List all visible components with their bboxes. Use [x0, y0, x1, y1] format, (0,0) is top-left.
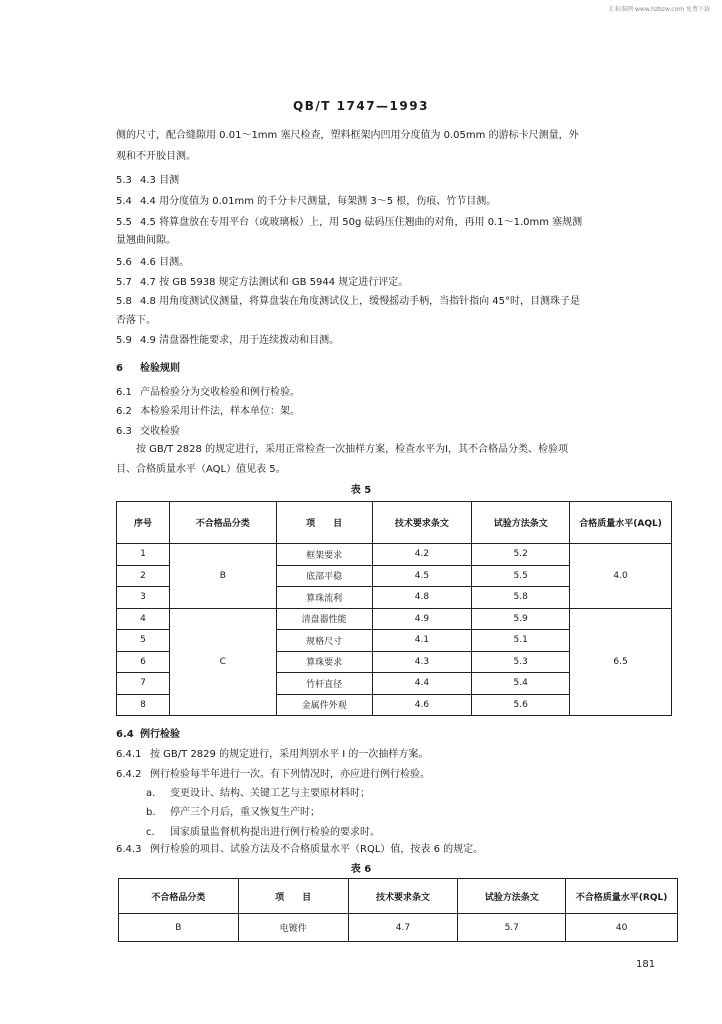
- page-number: 181: [636, 959, 656, 970]
- clause-6-4-1: [116, 748, 428, 762]
- table-cell: 40: [566, 914, 678, 942]
- clause-number: 5.6: [116, 257, 132, 268]
- table-cell-class: B: [169, 544, 276, 609]
- table-cell: 5.9: [472, 608, 570, 630]
- clause-5-9: [116, 334, 339, 348]
- table-cell: 5.4: [472, 673, 570, 695]
- clause-number: 5.8: [116, 296, 132, 307]
- table-5: [116, 501, 672, 716]
- table-cell: 4.2: [372, 544, 472, 566]
- list-item-a: [146, 787, 370, 801]
- table-cell-class: C: [169, 608, 276, 716]
- table-row: [117, 544, 672, 566]
- clause-number: 6.4.2: [116, 769, 142, 780]
- clause-text: 例行检验每半年进行一次。有下列情况时，亦应进行例行检验。: [150, 769, 430, 780]
- clause-text: 4.7 按 GB 5938 规定方法测试和 GB 5944 规定进行评定。: [140, 277, 409, 288]
- table-cell: 5.5: [472, 565, 570, 587]
- list-marker: a.: [146, 788, 156, 799]
- paragraph: 侧的尺寸，配合缝隙用 0.01～1mm 塞尺检查，塑料框架内凹用分度值为 0.05mm 的游标卡尺测量，外: [116, 130, 579, 141]
- table-cell: 算珠流利: [276, 587, 372, 609]
- table-cell-aql: 6.5: [570, 608, 672, 716]
- table-header-cell: 项 目: [276, 502, 372, 544]
- clause-number: 5.7: [116, 277, 132, 288]
- clause-5-6: [116, 256, 189, 270]
- table-cell: 4.3: [372, 651, 472, 673]
- table-cell: 金属件外观: [276, 694, 372, 716]
- table-header-cell: 技术要求条文: [372, 502, 472, 544]
- clause-text: 4.9 清盘器性能要求，用于连续拨动和目测。: [140, 335, 340, 346]
- table-header-cell: 试验方法条文: [472, 502, 570, 544]
- table-header-cell: 序号: [117, 502, 170, 544]
- clause-number: 5.5: [116, 217, 132, 228]
- clause-text: 4.3 目测: [140, 175, 180, 186]
- clause-5-7: [116, 276, 408, 290]
- list-text: 国家质量监督机构提出进行例行检验的要求时。: [170, 827, 380, 838]
- table-5-caption: 表 5: [350, 485, 372, 496]
- table-cell: 5.1: [472, 630, 570, 652]
- table-cell: 5: [117, 630, 170, 652]
- table-cell: 4.1: [372, 630, 472, 652]
- clause-number: 5.4: [116, 196, 132, 207]
- table-cell: 5.3: [472, 651, 570, 673]
- table-cell: 8: [117, 694, 170, 716]
- clause-text: 例行检验: [140, 729, 180, 740]
- clause-text: 4.6 目测。: [140, 257, 190, 268]
- table-cell: 6: [117, 651, 170, 673]
- table-header-cell: 试验方法条文: [458, 879, 566, 914]
- clause-number: 6.4.3: [116, 844, 142, 855]
- table-cell: 1: [117, 544, 170, 566]
- table-cell: 5.8: [472, 587, 570, 609]
- table-6-caption: 表 6: [350, 864, 372, 875]
- table-header-cell: 不合格品分类: [119, 879, 239, 914]
- clause-5-5: [116, 216, 582, 230]
- clause-number: 6.2: [116, 406, 132, 417]
- clause-6-3: [116, 425, 180, 439]
- table-cell: 4.7: [348, 914, 458, 942]
- table-header-cell: 合格质量水平(AQL): [570, 502, 672, 544]
- clause-number: 6.4.1: [116, 749, 142, 760]
- list-item-b: [146, 806, 320, 820]
- table-cell: B: [119, 914, 239, 942]
- list-marker: b.: [146, 807, 156, 818]
- clause-5-8: [116, 295, 580, 309]
- clause-6-1: [116, 386, 300, 400]
- list-marker: c.: [146, 827, 155, 838]
- watermark: 汇标准网 www.hzbzw.com 免费下载: [609, 6, 710, 13]
- table-cell: 5.2: [472, 544, 570, 566]
- table-cell: 2: [117, 565, 170, 587]
- table-cell: 7: [117, 673, 170, 695]
- table-header-cell: 项 目: [238, 879, 348, 914]
- paragraph: 按 GB/T 2828 的规定进行，采用正常检查一次抽样方案，检查水平为Ⅰ，其不合格品分类、检验项: [136, 444, 569, 455]
- clause-text: 4.5 将算盘放在专用平台（或玻璃板）上，用 50g 砝码压住翘曲的对角，再用 0.1～1.0mm 塞规测: [140, 217, 583, 228]
- table-6: [118, 878, 678, 942]
- paragraph: 否落下。: [116, 315, 156, 326]
- table-row: [119, 914, 678, 942]
- table-cell: 5.7: [458, 914, 566, 942]
- table-cell: 规格尺寸: [276, 630, 372, 652]
- table-header-row: [119, 879, 678, 914]
- table-header-cell: 技术要求条文: [348, 879, 458, 914]
- clause-text: 按 GB/T 2829 的规定进行，采用判别水平 Ⅰ 的一次抽样方案。: [150, 749, 429, 760]
- list-text: 停产三个月后，重又恢复生产时；: [170, 807, 320, 818]
- clause-5-4: [116, 195, 496, 209]
- section-title: 检验规则: [140, 363, 180, 374]
- table-cell: 4.4: [372, 673, 472, 695]
- list-item-c: [146, 826, 380, 840]
- clause-6-4-2: [116, 768, 430, 782]
- clause-text: 4.8 用角度测试仪测量，将算盘装在角度测试仪上，缓慢摇动手柄，当指针指向 45°时，目测珠子是: [140, 296, 580, 307]
- table-cell: 4.8: [372, 587, 472, 609]
- clause-text: 例行检验的项目、试验方法及不合格质量水平（RQL）值，按表 6 的规定。: [150, 844, 484, 855]
- table-cell: 清盘器性能: [276, 608, 372, 630]
- list-text: 变更设计、结构、关键工艺与主要原材料时；: [170, 788, 370, 799]
- clause-number: 5.9: [116, 335, 132, 346]
- clause-number: 6.1: [116, 387, 132, 398]
- clause-number: 6.4: [116, 729, 134, 740]
- section-6-heading: [116, 362, 180, 376]
- clause-number: 6.3: [116, 426, 132, 437]
- clause-5-3: [116, 174, 179, 188]
- clause-text: 4.4 用分度值为 0.01mm 的千分卡尺测量，每架测 3～5 根，伤痕、竹节目测。: [140, 196, 497, 207]
- table-cell: 4: [117, 608, 170, 630]
- table-header-row: [117, 502, 672, 544]
- clause-6-4-3: [116, 843, 483, 857]
- table-cell: 电镀件: [238, 914, 348, 942]
- clause-6-4: [116, 728, 180, 742]
- table-row: [117, 608, 672, 630]
- table-cell: 5.6: [472, 694, 570, 716]
- table-cell: 4.9: [372, 608, 472, 630]
- table-header-cell: 不合格品分类: [169, 502, 276, 544]
- clause-text: 产品检验分为交收检验和例行检验。: [140, 387, 300, 398]
- table-cell-aql: 4.0: [570, 544, 672, 609]
- table-cell: 4.5: [372, 565, 472, 587]
- section-number: 6: [116, 363, 123, 374]
- clause-text: 本检验采用计件法，样本单位：架。: [140, 406, 300, 417]
- table-header-cell: 不合格质量水平(RQL): [566, 879, 678, 914]
- paragraph: 观和不开胶目测。: [116, 151, 196, 162]
- table-cell: 算珠要求: [276, 651, 372, 673]
- paragraph: 量翘曲间隙。: [116, 235, 176, 246]
- table-cell: 框架要求: [276, 544, 372, 566]
- table-cell: 3: [117, 587, 170, 609]
- table-cell: 4.6: [372, 694, 472, 716]
- clause-text: 交收检验: [140, 426, 180, 437]
- clause-6-2: [116, 405, 300, 419]
- clause-number: 5.3: [116, 175, 132, 186]
- standard-header: QB/T 1747—1993: [293, 99, 429, 113]
- table-cell: 底部平稳: [276, 565, 372, 587]
- paragraph: 目、合格质量水平（AQL）值见表 5。: [116, 464, 286, 475]
- table-cell: 竹杆直径: [276, 673, 372, 695]
